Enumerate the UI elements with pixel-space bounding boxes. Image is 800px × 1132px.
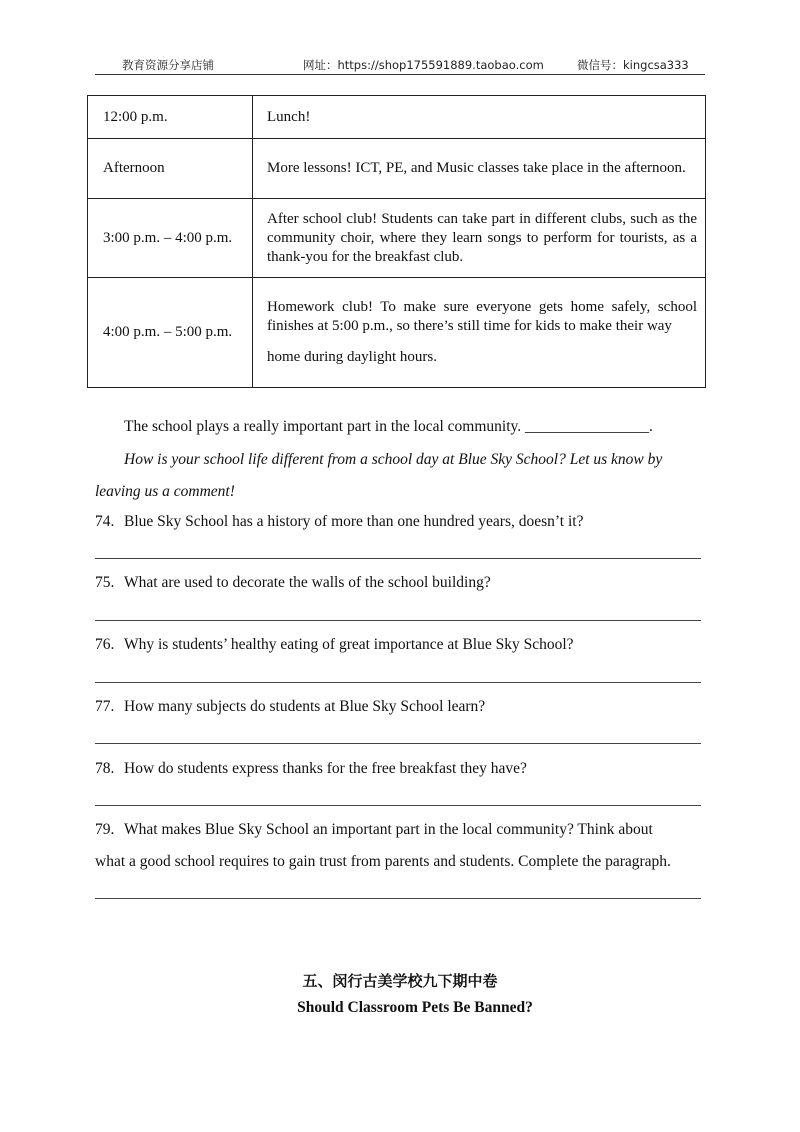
question-text: How do students express thanks for the free breakfast they have? (124, 760, 527, 777)
question-text: How many subjects do students at Blue Sky School learn? (124, 698, 486, 715)
schedule-activity: More lessons! ICT, PE, and Music classes take place in the afternoon. (253, 139, 706, 199)
question-79-continued: what a good school requires to gain trust from parents and students. Complete the paragraph. (95, 853, 671, 870)
question-75 (95, 574, 491, 592)
schedule-activity: Lunch! (253, 96, 706, 139)
question-text: Blue Sky School has a history of more than one hundred years, doesn’t it? (124, 513, 584, 530)
question-number: 77. (95, 698, 115, 715)
question-number: 75. (95, 574, 115, 591)
answer-line-75[interactable] (95, 620, 701, 621)
answer-line-79[interactable] (95, 898, 701, 899)
header-wechat: 微信号：kingcsa333 (577, 58, 689, 72)
answer-line-77[interactable] (95, 743, 701, 744)
comment-prompt-line1: How is your school life different from a school day at Blue Sky School? Let us know by (124, 451, 663, 468)
question-text: Why is students’ healthy eating of great importance at Blue Sky School? (124, 636, 574, 653)
schedule-time: 12:00 p.m. (88, 96, 253, 139)
question-text: What makes Blue Sky School an important part in the local community? Think about (124, 821, 653, 838)
header-url[interactable]: 网址：https://shop175591889.taobao.com (303, 58, 544, 72)
question-number: 79. (95, 821, 115, 838)
question-77 (95, 698, 485, 716)
question-number: 78. (95, 760, 115, 777)
schedule-time: 4:00 p.m. – 5:00 p.m. (88, 278, 253, 388)
table-row (88, 139, 706, 199)
answer-line-78[interactable] (95, 805, 701, 806)
schedule-activity: Homework club! To make sure everyone gets home safely, school finishes at 5:00 p.m., so there’s still time for kids to make their way home during daylight hours. (253, 278, 706, 388)
question-78 (95, 760, 527, 778)
question-76 (95, 636, 574, 654)
community-paragraph: The school plays a really important part in the local community. ________________. (124, 418, 653, 435)
table-row (88, 199, 706, 278)
question-number: 74. (95, 513, 115, 530)
answer-line-74[interactable] (95, 558, 701, 559)
answer-line-76[interactable] (95, 682, 701, 683)
table-row (88, 278, 706, 388)
question-number: 76. (95, 636, 115, 653)
schedule-time: 3:00 p.m. – 4:00 p.m. (88, 199, 253, 278)
schedule-activity: After school club! Students can take part in different clubs, such as the community choir, where they learn songs to perform for tourists, as a thank-you for the breakfast club. (253, 199, 706, 278)
comment-prompt-line2: leaving us a comment! (95, 483, 235, 500)
question-79 (95, 821, 653, 839)
question-text: What are used to decorate the walls of the school building? (124, 574, 491, 591)
page-header (95, 56, 705, 75)
header-shop-name: 教育资源分享店铺 (122, 58, 214, 72)
passage-title: Should Classroom Pets Be Banned? (297, 999, 533, 1016)
question-74 (95, 513, 583, 531)
schedule-table (87, 95, 706, 388)
schedule-time: Afternoon (88, 139, 253, 199)
table-row (88, 96, 706, 139)
section-title: 五、闵行古美学校九下期中卷 (302, 972, 498, 990)
